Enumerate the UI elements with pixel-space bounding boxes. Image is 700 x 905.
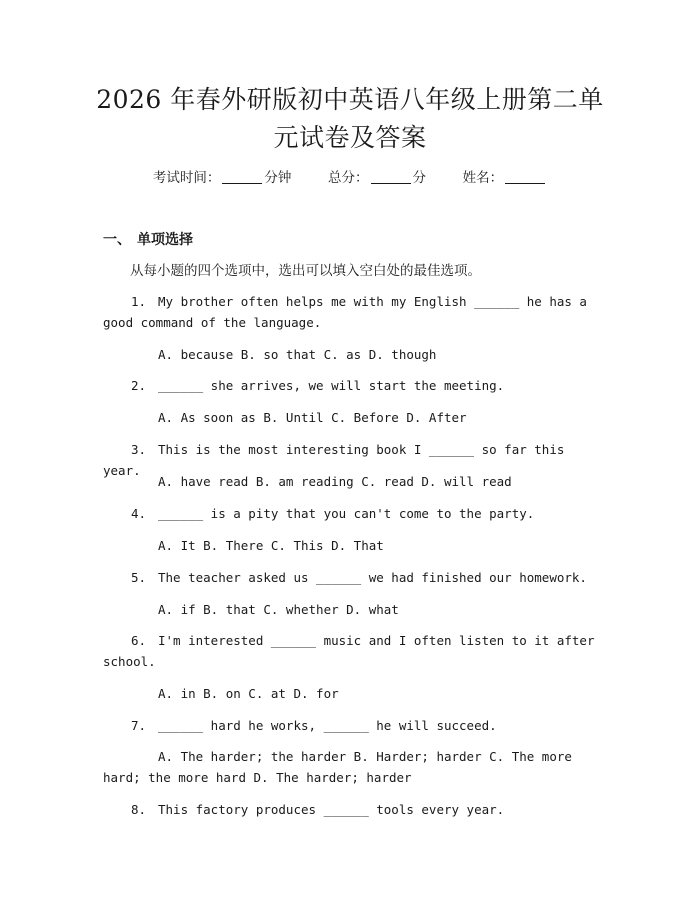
question-2: 2. ______ she arrives, we will start the meeting. bbox=[131, 378, 505, 393]
section-title: 单项选择 bbox=[137, 232, 193, 248]
question-6-options: A. in B. on C. at D. for bbox=[158, 686, 339, 701]
exam-title-line-2: 元试卷及答案 bbox=[273, 123, 427, 152]
question-1-options: A. because B. so that C. as D. though bbox=[158, 347, 437, 362]
section-heading bbox=[103, 229, 193, 249]
question-4: 4. ______ is a pity that you can't come to the party. bbox=[131, 506, 535, 521]
total-score-blank bbox=[371, 169, 411, 184]
question-8: 8. This factory produces ______ tools every year. bbox=[131, 802, 505, 817]
question-7: 7. ______ hard he works, ______ he will succeed. bbox=[131, 718, 497, 733]
question-1: 1. My brother often helps me with my English ______ he has a good command of the language. bbox=[103, 294, 587, 330]
question-7-options: A. The harder; the harder B. Harder; harder C. The more hard; the more hard D. The harder; harder bbox=[103, 749, 572, 785]
total-score-label: 总分： bbox=[328, 170, 369, 186]
question-6: 6. I'm interested ______ music and I often listen to it after school. bbox=[103, 633, 595, 669]
question-5-options: A. if B. that C. whether D. what bbox=[158, 602, 399, 617]
exam-time-blank bbox=[222, 169, 262, 184]
student-name-blank bbox=[505, 169, 545, 184]
exam-time-field bbox=[153, 168, 292, 188]
exam-time-unit: 分钟 bbox=[264, 170, 292, 186]
exam-info-row bbox=[0, 168, 700, 188]
question-5: 5. The teacher asked us ______ we had finished our homework. bbox=[131, 570, 587, 585]
question-2-options: A. As soon as B. Until C. Before D. After bbox=[158, 410, 467, 425]
section-instructions: 从每小题的四个选项中，选出可以填入空白处的最佳选项。 bbox=[130, 263, 481, 279]
question-3: 3. This is the most interesting book I ______ so far this year. bbox=[103, 442, 565, 478]
student-name-label: 姓名： bbox=[462, 170, 504, 186]
total-score-field bbox=[328, 168, 426, 188]
section-number: 一、 bbox=[103, 232, 131, 248]
exam-title-line-1: 2026 年春外研版初中英语八年级上册第二单 bbox=[96, 85, 604, 114]
exam-time-label: 考试时间： bbox=[152, 170, 221, 186]
question-4-options: A. It B. There C. This D. That bbox=[158, 538, 384, 553]
student-name-field bbox=[463, 168, 548, 188]
question-3-options: A. have read B. am reading C. read D. will read bbox=[158, 474, 512, 489]
total-score-unit: 分 bbox=[412, 170, 426, 186]
